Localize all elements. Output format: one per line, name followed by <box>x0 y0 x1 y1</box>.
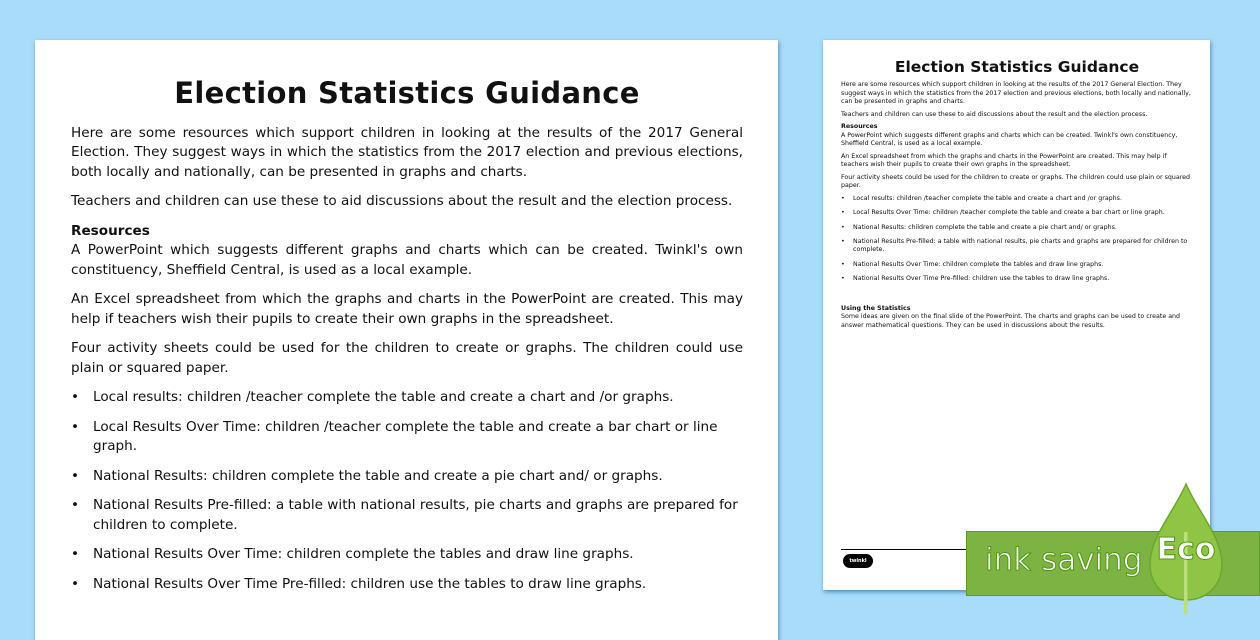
list-item: • National Results: children complete the table and create a pie chart and/ or graphs. <box>71 467 743 487</box>
list-item: • National Results Pre-filled: a table with national results, pie charts and graphs are prepared for children to complete. <box>841 238 1193 255</box>
list-item: • National Results: children complete the table and create a pie chart and/ or graphs. <box>841 224 1193 232</box>
eco-label: Eco <box>1156 532 1216 567</box>
footer-divider <box>841 549 971 550</box>
page-preview-large <box>35 40 778 640</box>
teachers-paragraph: Teachers and children can use these to aid discussions about the result and the election process. <box>71 193 733 209</box>
excel-paragraph: An Excel spreadsheet from which the graphs and charts in the PowerPoint are created. This may help if teachers wish their pupils to create their own graphs in the spreadsheet. <box>71 291 743 327</box>
ink-saving-label: ink saving <box>985 542 1143 578</box>
excel-paragraph: An Excel spreadsheet from which the graphs and charts in the PowerPoint are created. This may help if teachers wish their pupils to create their own graphs in the spreadsheet. <box>841 152 1167 169</box>
teachers-paragraph: Teachers and children can use these to aid discussions about the result and the election process. <box>841 110 1148 118</box>
list-item: • Local results: children /teacher complete the table and create a chart and /or graphs. <box>841 195 1193 203</box>
twinkl-logo: twinkl <box>843 554 873 568</box>
list-item: • Local Results Over Time: children /teacher complete the table and create a bar chart or line graph. <box>841 209 1193 217</box>
using-heading: Using the Statistics <box>841 305 911 313</box>
activity-paragraph: Four activity sheets could be used for the children to create or graphs. The children could use plain or squared paper. <box>71 340 743 376</box>
resources-heading: Resources <box>841 123 878 131</box>
activity-paragraph: Four activity sheets could be used for the children to create or graphs. The children could use plain or squared paper. <box>841 173 1191 190</box>
intro-paragraph: Here are some resources which support children in looking at the results of the 2017 General Election. They suggest ways in which the statistics from the 2017 election and previous elections, both locally and nationally, can be presented in graphs and charts. <box>71 124 743 180</box>
list-item: • Local results: children /teacher complete the table and create a chart and /or graphs. <box>71 388 743 408</box>
list-item: • National Results Over Time Pre-filled: children use the tables to draw line graphs. <box>841 275 1193 283</box>
page-title: Election Statistics Guidance <box>894 58 1140 76</box>
list-item: • Local Results Over Time: children /teacher complete the table and create a bar chart or line graph. <box>71 418 743 457</box>
list-item: • National Results Over Time: children complete the tables and draw line graphs. <box>71 545 743 565</box>
intro-paragraph: Here are some resources which support children in looking at the results of the 2017 General Election. They suggest ways in which the statistics from the 2017 election and previous elections, both locally and nationally, can be presented in graphs and charts. <box>841 81 1191 105</box>
list-item: • National Results Over Time Pre-filled: children use the tables to draw line graphs. <box>71 575 743 595</box>
list-item: • National Results Over Time: children complete the tables and draw line graphs. <box>841 261 1193 269</box>
powerpoint-paragraph: A PowerPoint which suggests different graphs and charts which can be created. Twinkl's own constituency, Sheffield Central, is used as a local example. <box>841 131 1178 148</box>
activity-list <box>71 388 743 594</box>
using-paragraph: Some ideas are given on the final slide of the PowerPoint. The charts and graphs can be used to create and answer mathematical questions. They can be used in discussions about the results. <box>841 313 1181 329</box>
resources-heading: Resources <box>71 222 150 239</box>
eco-leaf-icon <box>1148 482 1224 621</box>
list-item: • National Results Pre-filled: a table with national results, pie charts and graphs are prepared for children to complete. <box>71 496 743 535</box>
activity-list <box>841 195 1193 283</box>
page-title: Election Statistics Guidance <box>174 76 640 110</box>
powerpoint-paragraph: A PowerPoint which suggests different graphs and charts which can be created. Twinkl's own constituency, Sheffield Central, is used as a local example. <box>71 242 743 278</box>
